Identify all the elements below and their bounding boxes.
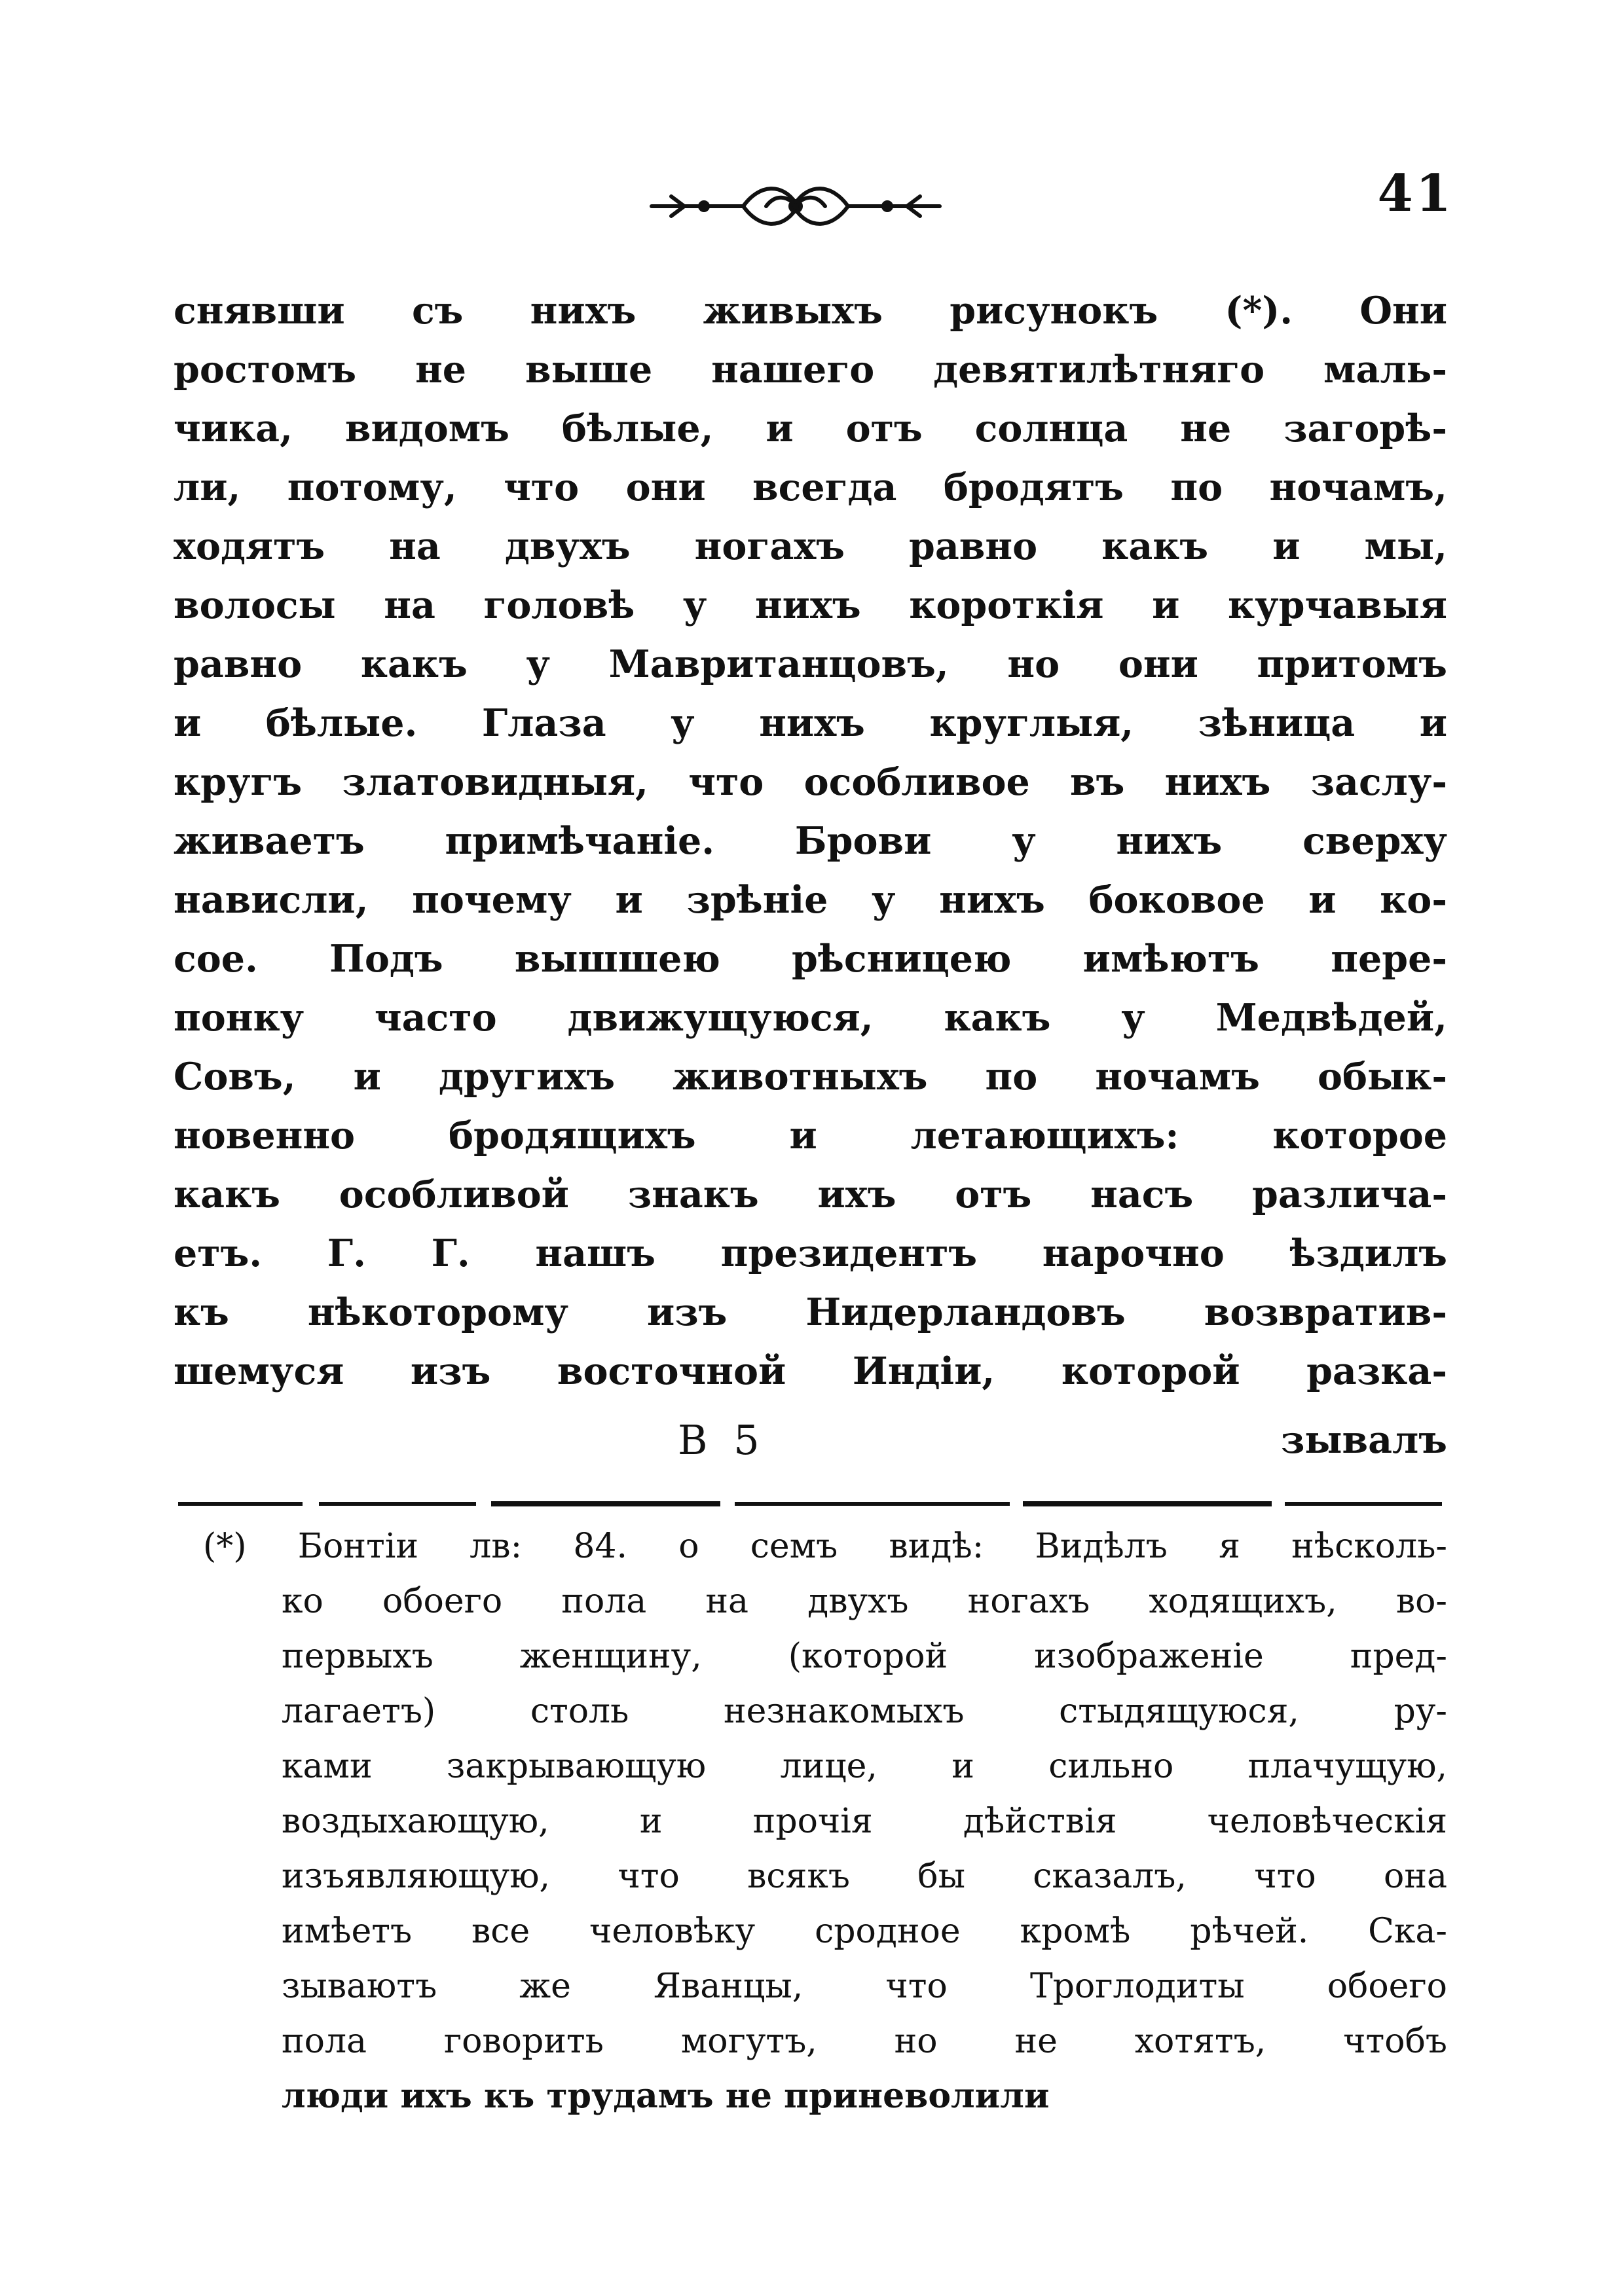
body-line: ходятъ на двухъ ногахъ равно какъ и мы,: [174, 524, 1447, 568]
footnote-line: (*) Бонтіи лв: 84. о семъ видѣ: Видѣлъ я нѣсколь-: [203, 1527, 1447, 1566]
footnote-rule: [178, 1499, 1442, 1508]
body-line: волосы на головѣ у нихъ короткія и курчавыя: [174, 583, 1447, 627]
body-line: понку часто движущуюся, какъ у Медвѣдей,: [174, 996, 1447, 1040]
body-line: сое. Подъ вышшею рѣсницею имѣютъ пере-: [174, 937, 1447, 981]
footnote-line: воздыхающую, и прочія дѣйствія человѣческія: [282, 1802, 1447, 1841]
body-line: новенно бродящихъ и летающихъ: которое: [174, 1114, 1447, 1157]
catchword: зывалъ: [1281, 1418, 1447, 1462]
footnote-line: имѣетъ все человѣку сродное кромѣ рѣчей. Ска-: [282, 1912, 1447, 1951]
footnote-line: пола говорить могутъ, но не хотятъ, чтобъ: [282, 2022, 1447, 2061]
body-line: къ нѣкоторому изъ Нидерландовъ возвратив-: [174, 1290, 1447, 1334]
body-line: ростомъ не выше нашего девятилѣтняго маль-: [174, 348, 1447, 392]
body-line: етъ. Г. Г. нашъ президентъ нарочно ѣздилъ: [174, 1231, 1447, 1275]
footnote-line: люди ихъ къ трудамъ не приневолили: [282, 2076, 1050, 2116]
body-line: снявши съ нихъ живыхъ рисунокъ (*). Они: [174, 289, 1447, 333]
body-line: чика, видомъ бѣлые, и отъ солнца не загорѣ-: [174, 407, 1447, 450]
footnote-line: ко обоего пола на двухъ ногахъ ходящихъ, во-: [282, 1582, 1447, 1621]
body-line: Совъ, и другихъ животныхъ по ночамъ обык-: [174, 1055, 1447, 1099]
body-line: нависли, почему и зрѣніе у нихъ боковое и ко-: [174, 878, 1447, 922]
body-line: шемуся изъ восточной Индіи, которой разка-: [174, 1349, 1447, 1393]
body-line: какъ особливой знакъ ихъ отъ насъ различа-: [174, 1173, 1447, 1216]
body-line: кругъ златовидныя, что особливое въ нихъ заслу-: [174, 760, 1447, 804]
footnote-line: зываютъ же Яванцы, что Троглодиты обоего: [282, 1967, 1447, 2006]
footnote: [203, 1519, 1447, 2124]
fleuron-ornament-icon: [645, 177, 946, 236]
footnote-line: изъявляющую, что всякъ бы сказалъ, что она: [282, 1857, 1447, 1896]
body-text: [174, 282, 1447, 1401]
body-line: равно какъ у Мавританцовъ, но они притомъ: [174, 642, 1447, 686]
body-line: ли, потому, что они всегда бродятъ по ночамъ,: [174, 465, 1447, 509]
footnote-line: лагаетъ) столь незнакомыхъ стыдящуюся, ру-: [282, 1692, 1447, 1731]
page-number: 41: [1377, 164, 1454, 223]
signature-mark: В 5: [678, 1416, 766, 1464]
signature-row: [174, 1411, 1447, 1470]
footnote-line: первыхъ женщину, (которой изображеніе пред-: [282, 1637, 1447, 1676]
body-line: живаетъ примѣчаніе. Брови у нихъ сверху: [174, 819, 1447, 863]
body-line: и бѣлые. Глаза у нихъ круглыя, зѣница и: [174, 701, 1447, 745]
footnote-line: ками закрывающую лице, и сильно плачущую,: [282, 1747, 1447, 1786]
